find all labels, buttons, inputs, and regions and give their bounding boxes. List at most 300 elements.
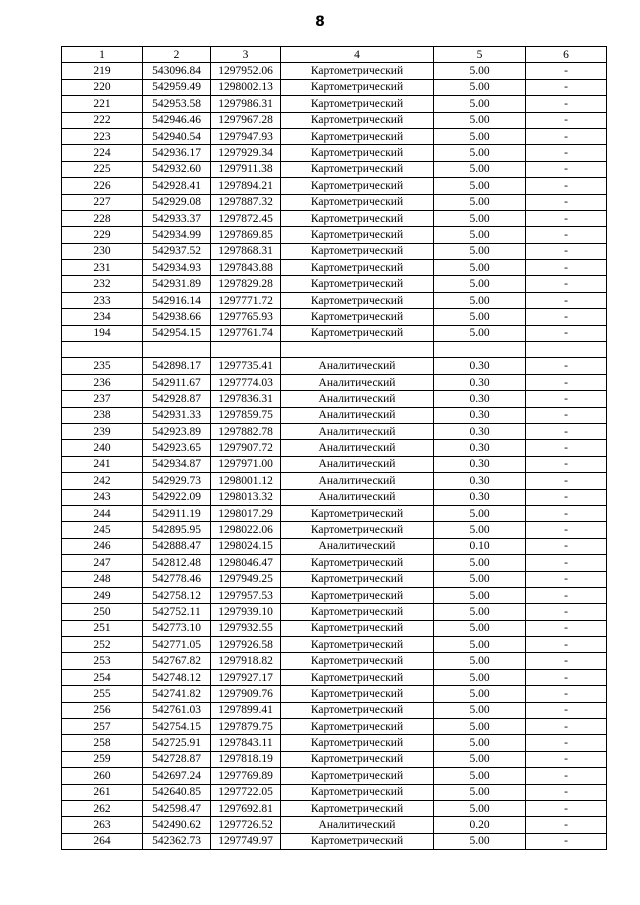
- cell-point-number: 239: [62, 423, 143, 439]
- cell-x-coordinate: 542928.87: [143, 391, 211, 407]
- cell-accuracy: 5.00: [434, 178, 526, 194]
- table-row: [62, 79, 607, 95]
- cell-accuracy: 5.00: [434, 128, 526, 144]
- cell-point-number: 250: [62, 604, 143, 620]
- cell-x-coordinate: 542929.08: [143, 194, 211, 210]
- cell-point-number: 238: [62, 407, 143, 423]
- table-row: [62, 391, 607, 407]
- cell-note: -: [526, 686, 607, 702]
- cell-x-coordinate: 542773.10: [143, 620, 211, 636]
- cell-x-coordinate: 542771.05: [143, 637, 211, 653]
- cell-point-number: 241: [62, 456, 143, 472]
- cell-note: -: [526, 358, 607, 374]
- cell-x-coordinate: 542946.46: [143, 112, 211, 128]
- cell-y-coordinate: 1297749.97: [211, 833, 281, 849]
- cell-x-coordinate: 542725.91: [143, 735, 211, 751]
- cell-x-coordinate: 542953.58: [143, 96, 211, 112]
- table-row: [62, 440, 607, 456]
- cell-x-coordinate: 542940.54: [143, 128, 211, 144]
- cell-y-coordinate: 1297869.85: [211, 227, 281, 243]
- table-row: [62, 669, 607, 685]
- cell-point-number: 229: [62, 227, 143, 243]
- cell-y-coordinate: 1297909.76: [211, 686, 281, 702]
- cell-x-coordinate: 542934.99: [143, 227, 211, 243]
- cell-y-coordinate: 1297882.78: [211, 423, 281, 439]
- cell-x-coordinate: 542959.49: [143, 79, 211, 95]
- cell-accuracy: 5.00: [434, 276, 526, 292]
- cell-y-coordinate: 1297765.93: [211, 309, 281, 325]
- cell-y-coordinate: 1297859.75: [211, 407, 281, 423]
- cell-y-coordinate: 1297829.28: [211, 276, 281, 292]
- cell-method: Аналитический: [281, 489, 434, 505]
- table-row: [62, 374, 607, 390]
- cell-method: Картометрический: [281, 292, 434, 308]
- cell-y-coordinate: 1297872.45: [211, 210, 281, 226]
- table-row: [62, 751, 607, 767]
- table-row: [62, 63, 607, 79]
- cell-x-coordinate: 542938.66: [143, 309, 211, 325]
- cell-y-coordinate: 1297911.38: [211, 161, 281, 177]
- cell-note: -: [526, 456, 607, 472]
- cell-point-number: 240: [62, 440, 143, 456]
- cell-note: -: [526, 555, 607, 571]
- cell-x-coordinate: 542911.19: [143, 505, 211, 521]
- cell-method: Картометрический: [281, 637, 434, 653]
- cell-y-coordinate: 1297929.34: [211, 145, 281, 161]
- cell-method: [281, 342, 434, 358]
- table-row: [62, 407, 607, 423]
- cell-x-coordinate: 542752.11: [143, 604, 211, 620]
- cell-x-coordinate: 542748.12: [143, 669, 211, 685]
- cell-y-coordinate: 1297843.88: [211, 260, 281, 276]
- cell-accuracy: 5.00: [434, 571, 526, 587]
- table-row: [62, 342, 607, 358]
- cell-method: Картометрический: [281, 96, 434, 112]
- cell-accuracy: 0.30: [434, 407, 526, 423]
- table-row: [62, 161, 607, 177]
- table-row: [62, 735, 607, 751]
- cell-point-number: [62, 342, 143, 358]
- table-row: [62, 686, 607, 702]
- table-row: [62, 276, 607, 292]
- table-row: [62, 538, 607, 554]
- cell-point-number: 263: [62, 817, 143, 833]
- cell-y-coordinate: 1297769.89: [211, 768, 281, 784]
- cell-y-coordinate: 1297761.74: [211, 325, 281, 341]
- cell-accuracy: 5.00: [434, 63, 526, 79]
- cell-accuracy: 5.00: [434, 604, 526, 620]
- cell-x-coordinate: 542640.85: [143, 784, 211, 800]
- cell-method: Картометрический: [281, 571, 434, 587]
- cell-note: -: [526, 751, 607, 767]
- cell-point-number: 242: [62, 473, 143, 489]
- cell-note: -: [526, 587, 607, 603]
- cell-point-number: 228: [62, 210, 143, 226]
- cell-note: -: [526, 112, 607, 128]
- cell-x-coordinate: 542929.73: [143, 473, 211, 489]
- cell-method: Картометрический: [281, 260, 434, 276]
- cell-note: -: [526, 292, 607, 308]
- table-row: [62, 489, 607, 505]
- cell-method: Картометрический: [281, 653, 434, 669]
- cell-point-number: 222: [62, 112, 143, 128]
- cell-accuracy: 5.00: [434, 719, 526, 735]
- cell-y-coordinate: 1297868.31: [211, 243, 281, 259]
- cell-note: -: [526, 473, 607, 489]
- cell-point-number: 235: [62, 358, 143, 374]
- cell-x-coordinate: 542934.87: [143, 456, 211, 472]
- cell-note: -: [526, 522, 607, 538]
- cell-x-coordinate: 543096.84: [143, 63, 211, 79]
- table-row: [62, 358, 607, 374]
- cell-x-coordinate: 542761.03: [143, 702, 211, 718]
- cell-note: -: [526, 489, 607, 505]
- cell-y-coordinate: 1297836.31: [211, 391, 281, 407]
- cell-point-number: 219: [62, 63, 143, 79]
- cell-accuracy: 5.00: [434, 161, 526, 177]
- cell-y-coordinate: 1297879.75: [211, 719, 281, 735]
- cell-accuracy: 5.00: [434, 243, 526, 259]
- cell-accuracy: 5.00: [434, 768, 526, 784]
- cell-note: -: [526, 571, 607, 587]
- cell-method: Картометрический: [281, 210, 434, 226]
- cell-method: Аналитический: [281, 440, 434, 456]
- cell-x-coordinate: 542812.48: [143, 555, 211, 571]
- table-row: [62, 719, 607, 735]
- header-col-x-coordinate: 2: [143, 47, 211, 63]
- table-row: [62, 800, 607, 816]
- cell-point-number: 245: [62, 522, 143, 538]
- cell-note: -: [526, 96, 607, 112]
- cell-note: -: [526, 669, 607, 685]
- cell-x-coordinate: 542362.73: [143, 833, 211, 849]
- cell-note: -: [526, 817, 607, 833]
- cell-y-coordinate: 1297971.00: [211, 456, 281, 472]
- cell-note: -: [526, 719, 607, 735]
- cell-method: Картометрический: [281, 604, 434, 620]
- table-row: [62, 473, 607, 489]
- cell-accuracy: 5.00: [434, 620, 526, 636]
- cell-accuracy: 5.00: [434, 79, 526, 95]
- cell-x-coordinate: 542937.52: [143, 243, 211, 259]
- cell-point-number: 247: [62, 555, 143, 571]
- cell-x-coordinate: 542931.89: [143, 276, 211, 292]
- cell-accuracy: 5.00: [434, 800, 526, 816]
- cell-x-coordinate: 542728.87: [143, 751, 211, 767]
- cell-note: -: [526, 833, 607, 849]
- cell-method: Картометрический: [281, 227, 434, 243]
- cell-point-number: 255: [62, 686, 143, 702]
- cell-note: -: [526, 423, 607, 439]
- table-row: [62, 309, 607, 325]
- cell-x-coordinate: 542933.37: [143, 210, 211, 226]
- cell-point-number: 221: [62, 96, 143, 112]
- cell-x-coordinate: 542923.65: [143, 440, 211, 456]
- table-row: [62, 522, 607, 538]
- cell-method: Картометрический: [281, 784, 434, 800]
- cell-point-number: 226: [62, 178, 143, 194]
- cell-note: -: [526, 702, 607, 718]
- table-row: [62, 194, 607, 210]
- cell-point-number: 264: [62, 833, 143, 849]
- cell-accuracy: 5.00: [434, 833, 526, 849]
- cell-accuracy: 5.00: [434, 112, 526, 128]
- cell-y-coordinate: 1298022.06: [211, 522, 281, 538]
- table-row: [62, 604, 607, 620]
- cell-y-coordinate: 1297722.05: [211, 784, 281, 800]
- cell-accuracy: 5.00: [434, 210, 526, 226]
- cell-y-coordinate: 1297949.25: [211, 571, 281, 587]
- cell-accuracy: 5.00: [434, 309, 526, 325]
- cell-point-number: 249: [62, 587, 143, 603]
- table-row: [62, 325, 607, 341]
- cell-note: -: [526, 391, 607, 407]
- cell-note: -: [526, 276, 607, 292]
- cell-method: Картометрический: [281, 686, 434, 702]
- cell-method: Картометрический: [281, 620, 434, 636]
- cell-method: Картометрический: [281, 719, 434, 735]
- cell-accuracy: 5.00: [434, 637, 526, 653]
- table-row: [62, 505, 607, 521]
- cell-accuracy: 5.00: [434, 587, 526, 603]
- table-body: [62, 63, 607, 850]
- cell-note: -: [526, 210, 607, 226]
- cell-accuracy: 0.30: [434, 440, 526, 456]
- cell-y-coordinate: 1297952.06: [211, 63, 281, 79]
- cell-method: Картометрический: [281, 79, 434, 95]
- cell-note: -: [526, 178, 607, 194]
- cell-method: Картометрический: [281, 555, 434, 571]
- cell-point-number: 254: [62, 669, 143, 685]
- cell-note: -: [526, 309, 607, 325]
- cell-method: Картометрический: [281, 833, 434, 849]
- cell-note: -: [526, 505, 607, 521]
- cell-accuracy: 5.00: [434, 227, 526, 243]
- cell-y-coordinate: 1298013.32: [211, 489, 281, 505]
- cell-method: Картометрический: [281, 276, 434, 292]
- cell-y-coordinate: [211, 342, 281, 358]
- cell-point-number: 253: [62, 653, 143, 669]
- table-row: [62, 423, 607, 439]
- cell-point-number: 223: [62, 128, 143, 144]
- cell-y-coordinate: 1297894.21: [211, 178, 281, 194]
- cell-method: Аналитический: [281, 423, 434, 439]
- cell-x-coordinate: 542922.09: [143, 489, 211, 505]
- cell-y-coordinate: 1297726.52: [211, 817, 281, 833]
- cell-method: Картометрический: [281, 505, 434, 521]
- cell-y-coordinate: 1297887.32: [211, 194, 281, 210]
- header-col-y-coordinate: 3: [211, 47, 281, 63]
- table-row: [62, 145, 607, 161]
- cell-note: -: [526, 374, 607, 390]
- table-row: [62, 587, 607, 603]
- cell-method: Аналитический: [281, 374, 434, 390]
- cell-accuracy: 5.00: [434, 325, 526, 341]
- cell-note: -: [526, 800, 607, 816]
- cell-method: Аналитический: [281, 473, 434, 489]
- cell-x-coordinate: [143, 342, 211, 358]
- cell-point-number: 262: [62, 800, 143, 816]
- cell-point-number: 227: [62, 194, 143, 210]
- cell-accuracy: 5.00: [434, 686, 526, 702]
- cell-x-coordinate: 542888.47: [143, 538, 211, 554]
- cell-y-coordinate: 1297939.10: [211, 604, 281, 620]
- cell-accuracy: 0.20: [434, 817, 526, 833]
- cell-point-number: 231: [62, 260, 143, 276]
- cell-point-number: 225: [62, 161, 143, 177]
- cell-note: -: [526, 768, 607, 784]
- cell-method: Картометрический: [281, 145, 434, 161]
- cell-point-number: 243: [62, 489, 143, 505]
- cell-note: -: [526, 735, 607, 751]
- cell-y-coordinate: 1297818.19: [211, 751, 281, 767]
- cell-point-number: 237: [62, 391, 143, 407]
- cell-method: Картометрический: [281, 63, 434, 79]
- cell-method: Картометрический: [281, 751, 434, 767]
- cell-note: -: [526, 407, 607, 423]
- header-row: [62, 47, 607, 63]
- table-row: [62, 128, 607, 144]
- cell-x-coordinate: 542778.46: [143, 571, 211, 587]
- cell-accuracy: 5.00: [434, 653, 526, 669]
- cell-y-coordinate: 1297692.81: [211, 800, 281, 816]
- cell-accuracy: 0.30: [434, 423, 526, 439]
- cell-method: Аналитический: [281, 817, 434, 833]
- cell-method: Картометрический: [281, 178, 434, 194]
- cell-point-number: 252: [62, 637, 143, 653]
- cell-accuracy: 5.00: [434, 96, 526, 112]
- cell-y-coordinate: 1298046.47: [211, 555, 281, 571]
- cell-x-coordinate: 542954.15: [143, 325, 211, 341]
- cell-x-coordinate: 542932.60: [143, 161, 211, 177]
- cell-point-number: 259: [62, 751, 143, 767]
- cell-x-coordinate: 542911.67: [143, 374, 211, 390]
- cell-accuracy: 5.00: [434, 194, 526, 210]
- cell-accuracy: 5.00: [434, 751, 526, 767]
- cell-accuracy: 5.00: [434, 292, 526, 308]
- cell-method: Картометрический: [281, 112, 434, 128]
- cell-method: Аналитический: [281, 456, 434, 472]
- cell-note: -: [526, 440, 607, 456]
- cell-x-coordinate: 542923.89: [143, 423, 211, 439]
- cell-method: Картометрический: [281, 800, 434, 816]
- cell-note: -: [526, 128, 607, 144]
- cell-method: Аналитический: [281, 391, 434, 407]
- cell-x-coordinate: 542741.82: [143, 686, 211, 702]
- cell-note: -: [526, 63, 607, 79]
- cell-y-coordinate: 1297932.55: [211, 620, 281, 636]
- table-row: [62, 784, 607, 800]
- cell-point-number: 256: [62, 702, 143, 718]
- cell-method: Аналитический: [281, 358, 434, 374]
- cell-method: Картометрический: [281, 194, 434, 210]
- cell-y-coordinate: 1298017.29: [211, 505, 281, 521]
- cell-y-coordinate: 1297907.72: [211, 440, 281, 456]
- table-row: [62, 112, 607, 128]
- cell-x-coordinate: 542697.24: [143, 768, 211, 784]
- cell-note: -: [526, 161, 607, 177]
- table-row: [62, 653, 607, 669]
- page-number: 8: [315, 14, 325, 30]
- cell-y-coordinate: 1297843.11: [211, 735, 281, 751]
- cell-point-number: 248: [62, 571, 143, 587]
- cell-accuracy: 0.30: [434, 489, 526, 505]
- cell-method: Картометрический: [281, 768, 434, 784]
- cell-y-coordinate: 1297986.31: [211, 96, 281, 112]
- cell-x-coordinate: 542490.62: [143, 817, 211, 833]
- cell-y-coordinate: 1297771.72: [211, 292, 281, 308]
- cell-accuracy: 0.30: [434, 456, 526, 472]
- cell-x-coordinate: 542767.82: [143, 653, 211, 669]
- cell-y-coordinate: 1297957.53: [211, 587, 281, 603]
- cell-accuracy: 5.00: [434, 669, 526, 685]
- table-row: [62, 571, 607, 587]
- cell-accuracy: 5.00: [434, 145, 526, 161]
- table-row: [62, 456, 607, 472]
- cell-x-coordinate: 542598.47: [143, 800, 211, 816]
- table-row: [62, 555, 607, 571]
- cell-point-number: 232: [62, 276, 143, 292]
- cell-point-number: 261: [62, 784, 143, 800]
- cell-accuracy: 5.00: [434, 260, 526, 276]
- cell-method: Картометрический: [281, 702, 434, 718]
- cell-y-coordinate: 1297967.28: [211, 112, 281, 128]
- cell-accuracy: 5.00: [434, 522, 526, 538]
- cell-y-coordinate: 1297947.93: [211, 128, 281, 144]
- cell-y-coordinate: 1297927.17: [211, 669, 281, 685]
- cell-accuracy: 5.00: [434, 702, 526, 718]
- cell-accuracy: 0.30: [434, 374, 526, 390]
- table-row: [62, 227, 607, 243]
- cell-y-coordinate: 1297899.41: [211, 702, 281, 718]
- cell-point-number: 233: [62, 292, 143, 308]
- cell-x-coordinate: 542931.33: [143, 407, 211, 423]
- header-col-point-number: 1: [62, 47, 143, 63]
- cell-note: -: [526, 325, 607, 341]
- header-col-accuracy: 5: [434, 47, 526, 63]
- cell-point-number: 194: [62, 325, 143, 341]
- cell-note: -: [526, 637, 607, 653]
- header-col-note: 6: [526, 47, 607, 63]
- cell-point-number: 220: [62, 79, 143, 95]
- cell-point-number: 251: [62, 620, 143, 636]
- coordinates-table: [61, 46, 607, 850]
- cell-y-coordinate: 1298024.15: [211, 538, 281, 554]
- cell-x-coordinate: 542754.15: [143, 719, 211, 735]
- cell-method: Картометрический: [281, 735, 434, 751]
- header-col-method: 4: [281, 47, 434, 63]
- cell-y-coordinate: 1297735.41: [211, 358, 281, 374]
- cell-note: -: [526, 620, 607, 636]
- cell-y-coordinate: 1297926.58: [211, 637, 281, 653]
- cell-accuracy: 0.30: [434, 358, 526, 374]
- cell-x-coordinate: 542934.93: [143, 260, 211, 276]
- cell-method: Аналитический: [281, 407, 434, 423]
- cell-y-coordinate: 1298002.13: [211, 79, 281, 95]
- cell-accuracy: 0.30: [434, 391, 526, 407]
- table-row: [62, 833, 607, 849]
- cell-note: -: [526, 79, 607, 95]
- cell-method: Картометрический: [281, 587, 434, 603]
- table-row: [62, 292, 607, 308]
- cell-accuracy: 5.00: [434, 784, 526, 800]
- cell-point-number: 246: [62, 538, 143, 554]
- cell-method: Картометрический: [281, 161, 434, 177]
- cell-x-coordinate: 542928.41: [143, 178, 211, 194]
- cell-point-number: 230: [62, 243, 143, 259]
- cell-accuracy: 0.10: [434, 538, 526, 554]
- cell-accuracy: 5.00: [434, 735, 526, 751]
